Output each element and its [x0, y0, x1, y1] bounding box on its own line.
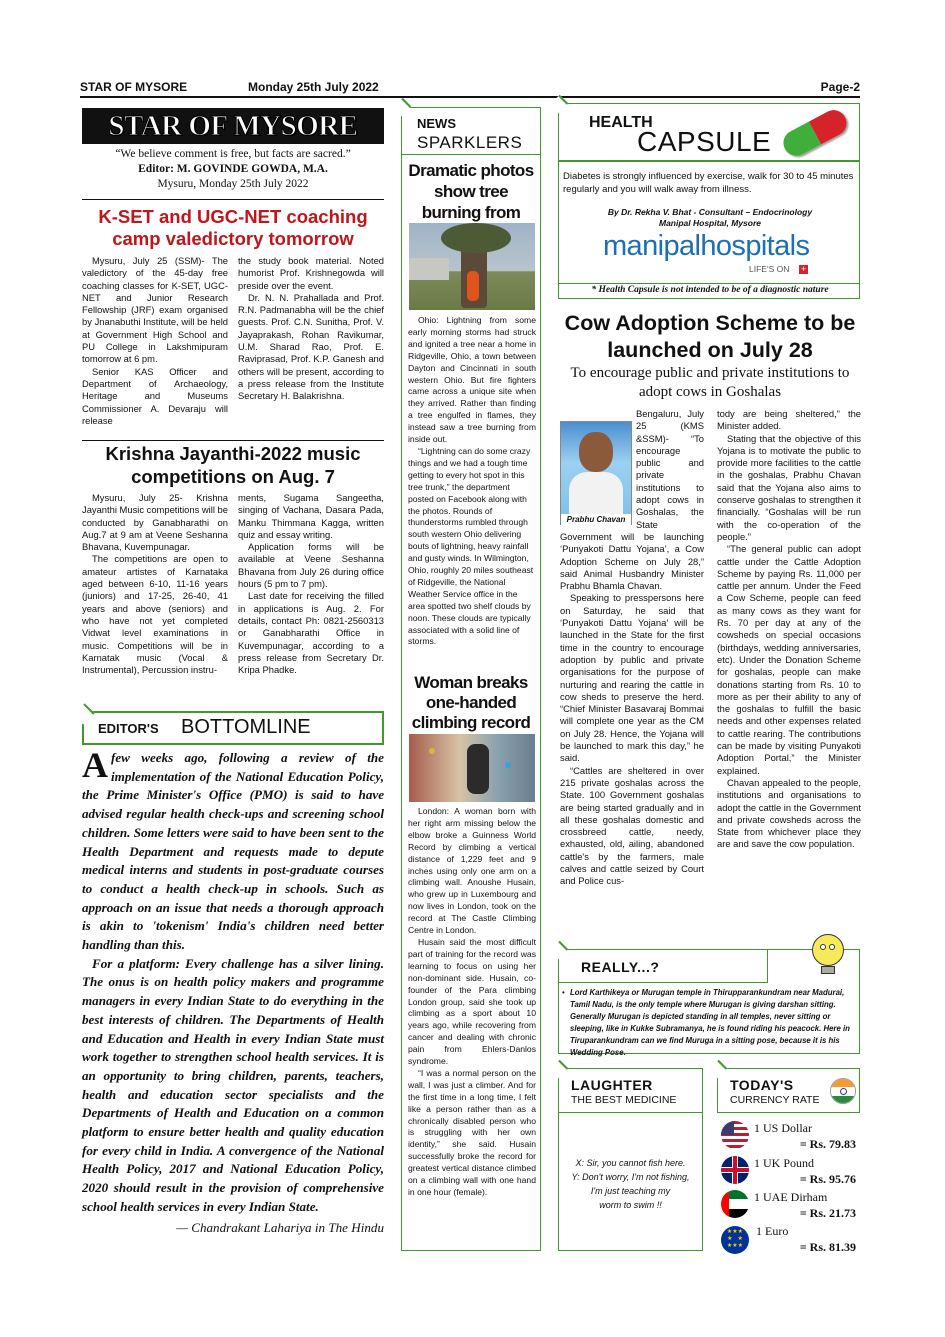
header-page-number: Page-2 [820, 80, 860, 94]
best-medicine-label: THE BEST MEDICINE [571, 1094, 677, 1106]
currency-name: 1 UAE Dirham [754, 1190, 828, 1204]
krishna-paragraph: Last date for receiving the filled in applications is Aug. 2. For details, contact Ph: 0821-2560313 or Ganabharathi Office in Kuvempunagar, according to a press release from Secretary Dr. Kripa Phadke. [238, 590, 384, 676]
news-sparklers-banner [401, 107, 541, 155]
editorial-body [82, 745, 384, 1237]
currency-banner [717, 1068, 860, 1113]
health-capsule-box [558, 103, 860, 299]
masthead-motto: “We believe comment is free, but facts are sacred.” [115, 148, 351, 160]
kset-headline: K-SET and UGC-NET coaching camp valedictory tomorrow [98, 206, 368, 249]
krishna-paragraph: The competitions are open to amateur artistes of Karnataka aged between 6-10, 11-16 years (juniors) and 17-25, 26-40, 41 years and above (seniors) and who have not yet completed Vidwat level examinations in music. Competitions will be in Karnatak music (Vocal & Instrumental), Percussion instru- [82, 553, 228, 676]
climbing-headline: Woman breaks one-handed climbing record [411, 673, 531, 732]
todays-label: TODAY'S [730, 1077, 794, 1093]
india-flag-icon [830, 1078, 856, 1104]
kset-paragraph: Senior KAS Officer and Department of Archaeology, Heritage and Museums Commissioner A. Devaraju will release [82, 365, 228, 426]
corner-arrow-icon [550, 1060, 568, 1078]
joke-y: worm to swim !! [599, 1200, 662, 1210]
kset-paragraph: Mysuru, July 25 (SSM)- The valedictory of the 45-day free coaching classes for K-SET, UGC-NET and Junior Research Fellowship (JRF) exam organised by Jnanabuthi Institute, will be held at Government High School and PU College in Lakshmipuram tomorrow at 6 pm. [82, 255, 228, 365]
cow-subhead: To encourage public and private institutions to adopt cows in Goshalas [570, 365, 850, 400]
climbing-paragraph: London: A woman born with her right arm missing below the elbow broke a Guinness World Record by climbing a vertical distance of 1,229 feet and 9 inches using only one arm on a climbing wall. Anoushe Husain, who grew up in Luxembourg and now lives in London, took on the record at The Castle Climbing Centre in London. [408, 806, 536, 936]
manipal-logo: manipalhospitals [603, 230, 810, 262]
eu-flag-icon: ★★★ ★ ★ ★★★ [721, 1226, 749, 1254]
cow-paragraph: “The general public can adopt cattle under the Cattle Adoption Scheme by paying Rs. 11,000 per cattle per annum. Under the Feed a Cow Scheme, people can feed as many cows as they want for Rs. 70 per day at any of the cowsheds on special occasions (birthdays, wedding anniversaries, etc). Under the Donation Scheme for goshalas, people can make donations starting from Rs. 10 to more as per their ability to any of the goshalas to fulfill the basic needs and other expenses related to cattle rearing. The contributions can be made by visiting Punyakoti Adoption Portal,” the Minister explained. [717, 543, 861, 776]
sparklers-label: SPARKLERS [417, 133, 523, 152]
joke-y: I'm just teaching my [590, 1186, 671, 1196]
really-banner [558, 949, 768, 983]
health-byline [563, 207, 857, 229]
tree-story [408, 315, 536, 648]
masthead-logo-box [82, 108, 384, 144]
krishna-paragraph: Mysuru, July 25- Krishna Jayanthi Music competitions will be conducted by Ganabharathi on Aug.7 at 9 am at Veene Seshanna Bhavana, Kuvempunagar. [82, 492, 228, 553]
capsule-label: CAPSULE [637, 126, 772, 157]
kset-column-1 [82, 255, 228, 427]
fire-shape [467, 271, 479, 301]
kset-column-2 [238, 255, 384, 403]
krishna-column-2 [238, 492, 384, 676]
cow-lead-paragraph [560, 408, 704, 592]
cow-paragraph: Stating that the objective of this Yojana is to motivate the public to provide more facilities to the cattle in the goshalas, Prabhu Chavan said that the Yojana also aims to conserve goshalas to strengthen it financially. “Goshalas will be run with the co-operation of the people.” [717, 432, 861, 542]
health-label: HEALTH [589, 114, 653, 131]
health-disclaimer: * Health Capsule is not intended to be of a diagnostic nature [591, 285, 829, 295]
uk-flag-icon [721, 1156, 749, 1184]
kset-paragraph: the study book material. Noted humorist Prof. Krishnegowda will preside over the event. [238, 255, 384, 291]
editors-label: EDITOR'S [98, 721, 159, 736]
currency-value: = Rs. 21.73 [799, 1206, 856, 1220]
header-rule [80, 96, 860, 98]
laughter-label: LAUGHTER [571, 1077, 653, 1093]
cow-paragraph: tody are being sheltered,” the Minister added. [717, 408, 861, 432]
tree-paragraph: “Lightning can do some crazy things and we had a tough time getting to every hot spot in this tree trunk,” the department posted on Facebook along with the photos. Rounds of thunderstorms rumbled through south western Ohio delivering bouts of lightning, heavy rainfall and gusty winds. In Wilmington, Ohio, roughly 20 miles southeast of Ridgeville, the National Weather Service office in the area spotted two shelf clouds by noon. These clouds are typically associated with a solid line of storms. [408, 445, 534, 647]
currency-rate-label: CURRENCY RATE [730, 1094, 820, 1106]
masthead-dateline: Mysuru, Monday 25th July 2022 [157, 178, 309, 190]
page-header [80, 80, 860, 96]
joke-y: Y: Don't worry, I'm not fishing, [571, 1172, 690, 1182]
tree-canopy [441, 223, 511, 253]
photo-spacer [560, 408, 636, 525]
masthead-logo: STAR OF MYSORE [108, 110, 358, 142]
us-flag-icon [721, 1121, 749, 1149]
corner-arrow-icon [73, 703, 94, 724]
editorial-paragraph: For a platform: Every challenge has a silver lining. The onus is on health policy makers and programme managers in every Indian State to do everything in the best interests of children. The Departments of Health and Education and Health in every Indian State must work together to strengthen school health services. It is an opportunity to bring children, parents, teachers, health and education sector specialists and the Departments of Health and Education on a common platform to ensure better health and quality education for every child in India. A convergence of the National Health Policy, 2017 and National Education Policy, 2020 should result in the provision of comprehensive school health services in every Indian State. [82, 955, 384, 1214]
corner-arrow-icon [550, 941, 568, 959]
climbing-photo [409, 734, 535, 802]
tree-paragraph: Ohio: Lightning from some early morning storms had struck and ignited a tree near a home in Ridgeville, Ohio, a town between Dayton and Cincinnati in south western Ohio. But fire fighters came across a unique site when they arrived. Rather than finding a tree engulfed in flames, they instead saw a tree burning from inside out. [408, 315, 536, 445]
cow-column-1 [560, 408, 704, 888]
masthead-editor: Editor: M. GOVINDE GOWDA, M.A. [138, 163, 328, 175]
editorial-credit: — Chandrakant Lahariya in The Hindu [176, 1219, 384, 1235]
header-date: Monday 25th July 2022 [248, 80, 379, 94]
manipal-tagline: LIFE'S ON [749, 264, 790, 274]
corner-arrow-icon [709, 1060, 727, 1078]
cow-lead-text: Bengaluru, July 25 (KMS &SSM)- “To encourage public and private institutions to adopt cows in Goshalas, the State Government will be launching ‘Punyakoti Dattu Yojana’, a Cow Adoption Scheme on July 28,” said Animal Husbandry Minister Prabhu Bhamla Chavan. [560, 408, 704, 592]
cow-column-2 [717, 408, 861, 851]
masthead-info [82, 147, 384, 192]
cow-paragraph: Speaking to presspersons here on Saturday, he said that ‘Punyakoti Dattu Yojana’ will be launched in the State for the first time in the country to encourage adoption by public and private organisations for the purpose of nurturing and rearing the cattle in cow sheds to preserve the herd. “Chief Minister Basavaraj Bommai will complete one year as the CM on July 28. Hence, the Yojana will be launched to mark this day,” he said. [560, 592, 704, 764]
climbing-hold [505, 762, 511, 768]
health-tip: Diabetes is strongly influenced by exercise, walk for 30 to 45 minutes regularly and you will walk away from illness. [563, 171, 854, 195]
kset-paragraph: Dr. N. N. Prahallada and Prof. R.N. Padmanabha will be the chief guests. Prof. C.N. Sunitha, Prof. V. Jayaprakash, Rohan Ravikumar, U.M. Sharad Rao, Prof. E. Raviprasad, Prof. K.P. Ganesh and others will be present, according to a press release from the Institute Secretary H. Balakrishna. [238, 291, 384, 402]
house-shape [409, 258, 449, 280]
currency-name: 1 US Dollar [754, 1121, 812, 1135]
currency-name: 1 Euro [756, 1224, 789, 1238]
cow-paragraph: Chavan appealed to the people, institutions and organisations to adopt the cattle in the Government and private cowsheds across the State from whichever place they are and save the cow population. [717, 776, 861, 850]
currency-value: = Rs. 95.76 [799, 1172, 856, 1186]
krishna-paragraph: Application forms will be available at Veene Seshanna Bhavana from July 26 during office hours (5 pm to 7 pm). [238, 541, 384, 590]
laughter-banner [558, 1068, 703, 1113]
header-paper-name: STAR OF MYSORE [80, 80, 188, 94]
tree-photo [409, 223, 535, 310]
news-label: NEWS [417, 116, 456, 131]
climbing-paragraph: “I was a normal person on the wall, I was just a climber. And for the first time in a long time, I felt like a person rather than as a chronically disabled person who is struggling with her own identity,” she said. Husain successfully broke the record for greatest vertical distance climbed on a climbing wall with one hand in one hour (female). [408, 1067, 536, 1197]
plus-icon: + [800, 264, 807, 274]
health-byline-place: Manipal Hospital, Mysore [658, 218, 762, 228]
really-label: REALLY...? [581, 959, 660, 975]
climbing-hold [429, 748, 435, 754]
joke-x: X: Sir, you cannot fish here. [575, 1158, 686, 1168]
cow-headline: Cow Adoption Scheme to be launched on July 28 [564, 311, 856, 362]
krishna-paragraph: ments, Sugama Sangeetha, singing of Vachana, Dasara Pada, Manku Thimmana Kagga, written quiz and essay writing. [238, 492, 384, 540]
chavan-caption: Prabhu Chavan [561, 514, 631, 525]
currency-name: 1 UK Pound [754, 1156, 815, 1170]
corner-arrow-icon [393, 98, 411, 116]
joke [560, 1156, 701, 1212]
krishna-headline: Krishna Jayanthi-2022 music competitions on Aug. 7 [105, 443, 361, 487]
health-byline-name: By Dr. Rekha V. Bhat - Consultant – Endocrinology [607, 207, 813, 217]
currency-value: = Rs. 81.39 [799, 1240, 856, 1254]
lightbulb-icon [808, 934, 848, 980]
health-banner-rule [559, 160, 859, 162]
climbing-story [408, 806, 536, 1199]
masthead-rule [82, 199, 384, 200]
cow-paragraph: “Cattles are sheltered in over 215 private goshalas across the State. 100 Government goshalas are being started gradually and in all these goshalas domestic and crossbreed cattle, needy, exhausted, old, ailing, abandoned cattle's by the farmers, male calves and cattle seized by Court and Police cus- [560, 764, 704, 887]
health-bottom-rule [559, 283, 859, 284]
bullet-icon: • [562, 988, 565, 997]
dropcap: A [82, 745, 108, 785]
bottomline-label: BOTTOMLINE [181, 716, 311, 738]
tree-headline: Dramatic photos show tree burning from [408, 161, 534, 222]
climbing-paragraph: Husain said the most difficult part of training for the record was learning to focus on using her non-dominant side. Husain, co-founder of the Para climbing London group, said she took up climbing as a sport about 10 years ago, while recovering from cancer and dealing with chronic pain from Ehlers-Danlos syndrome. [408, 936, 536, 1067]
currency-value: = Rs. 79.83 [799, 1137, 856, 1151]
editors-bottomline-box [82, 711, 384, 745]
capsule-pill-icon [779, 106, 851, 161]
editorial-paragraph: few weeks ago, following a review of the implementation of the National Education Policy, the Prime Minister's Office (PMO) is said to have advised regular health check-ups and screening school children. Some letters were said to have been sent to the Health Department and requests made to depute medical interns and students in post-graduate courses to conduct a health check-up in schools. Such as approach on an issue that needs a thorough approach is akin to 'tokenism' India's children need better handling than this. [82, 750, 384, 953]
really-text: Lord Karthikeya or Murugan temple in Thirupparankundram near Madurai, Tamil Nadu, is the only temple where Murugan is giving darshan sitting. Generally Murugan is depicted standing in all temples, never sitting or sleeping, like in Kukke Subramanya, he is found riding his peacock. Here in Tiruparankundram can we find Muruga in a sitting pose, because it is his Wedding Pose. [570, 988, 850, 1057]
uae-flag-icon [721, 1190, 749, 1218]
section-rule [82, 440, 384, 441]
climber-figure [467, 744, 489, 794]
krishna-column-1 [82, 492, 228, 676]
